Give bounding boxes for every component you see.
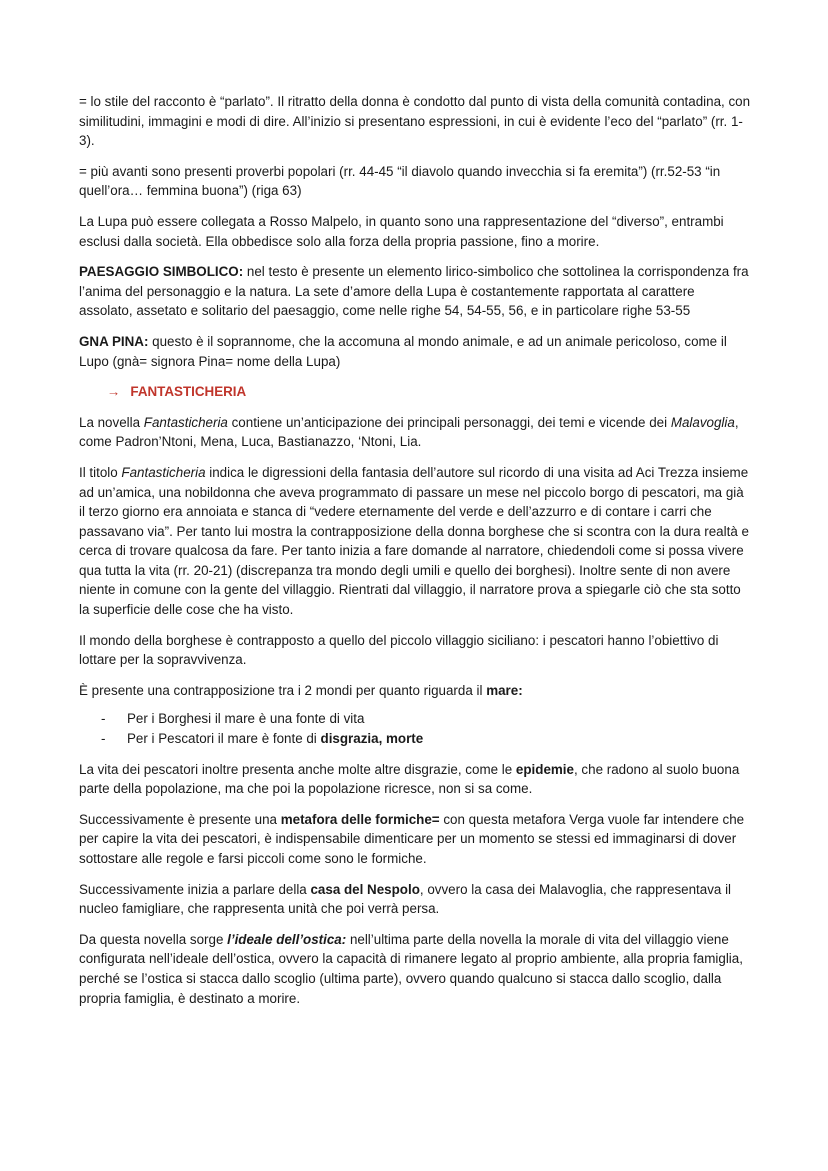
text-segment: , come Padron’Ntoni, Mena, Luca, Bastianazzo, ‘Ntoni, Lia. <box>79 414 739 450</box>
text-segment: contiene un’anticipazione dei principali personaggi, dei temi e vicende dei <box>227 414 671 430</box>
paragraph-proverbi: = più avanti sono presenti proverbi popolari (rr. 44-45 “il diavolo quando invecchia si fa eremita”) (rr.52-53 “in quell’ora… femmina buona”) (riga 63) <box>79 163 721 199</box>
list-mare <box>79 709 751 748</box>
list-item <box>79 729 751 749</box>
text-segment: Da questa novella sorge <box>79 931 228 947</box>
paragraph-nespolo <box>79 880 751 919</box>
bold-nespolo: casa del Nespolo <box>310 881 420 897</box>
bold-italic-ostica: l’ideale dell’ostica: <box>227 931 347 947</box>
paragraph-parlato: = lo stile del racconto è “parlato”. Il ritratto della donna è condotto dal punto di vista della comunità contadina, con similitudini, immagini e modi di dire. All’inizio si presentano espressioni, in cui è evidente l’eco del “parlato” (rr. 1-3). <box>79 94 751 149</box>
text-segment: La vita dei pescatori inoltre presenta anche molte altre disgrazie, come le <box>79 761 516 777</box>
paragraph-contrapposizione <box>79 681 751 701</box>
paragraph-ostica <box>79 930 751 1008</box>
title-fantasticheria: Fantasticheria <box>121 464 206 480</box>
paragraph-mondo-borghese: Il mondo della borghese è contrapposto a quello del piccolo villaggio siciliano: i pescatori hanno l’obiettivo di lottare per la sopravvivenza. <box>79 632 719 668</box>
bold-epidemie: epidemie <box>515 761 574 777</box>
paragraph-formiche <box>79 810 751 869</box>
paragraph-epidemie <box>79 760 751 799</box>
arrow-right-icon: → <box>107 384 121 400</box>
document-page <box>79 92 751 1019</box>
paragraph-gna-pina <box>79 332 751 371</box>
label-paesaggio: PAESAGGIO SIMBOLICO: <box>79 264 244 280</box>
title-malavoglia: Malavoglia <box>670 414 735 430</box>
text-segment: Successivamente inizia a parlare della <box>79 881 311 897</box>
paragraph-anticipazione <box>79 413 751 452</box>
list-item-text: Per i Pescatori il mare è fonte di <box>127 731 321 747</box>
section-heading <box>107 382 751 402</box>
dash-bullet: - <box>101 711 106 727</box>
list-item-text: Per i Borghesi il mare è una fonte di vita <box>127 711 365 727</box>
dash-bullet: - <box>101 731 106 747</box>
label-gna-pina: GNA PINA: <box>79 333 149 349</box>
section-heading-text: FANTASTICHERIA <box>130 384 247 400</box>
text-segment: Successivamente è presente una <box>79 811 281 827</box>
bold-disgrazia: disgrazia, morte <box>320 731 424 747</box>
paragraph-rosso-malpelo: La Lupa può essere collegata a Rosso Malpelo, in quanto sono una rappresentazione del “diverso”, entrambi esclusi dalla società. Ella obbedisce solo alla forza della propria passione, fino a morire. <box>79 213 724 249</box>
list-item <box>79 709 751 729</box>
text-segment: indica le digressioni della fantasia dell’autore sul ricordo di una visita ad Aci Trezza insieme ad un’amica, una nobildonna che aveva programmato di passare un mese nel piccolo borgo di pescatori, ma già il terzo giorno era annoiata e stanca di “vedere eternamente del verde e dell’azzurro e di contare i carri che passavano via”. Per tanto lui mostra la contrapposizione della donna borghese che si scontra con la dura realtà e cerca di trovare qualcosa da fare. Per tanto inizia a fare domande al narratore, chiedendoli come si possa vivere qua tutta la vita (rr. 20-21) (discrepanza tra mondo degli umili e quello dei borghesi). Inoltre sente di non avere niente in comune con la gente del villaggio. Rientrati dal villaggio, il narratore prova a spiegarle ciò che sta sotto la superficie delle cose che ha visto. <box>79 464 749 618</box>
text-paesaggio: nel testo è presente un elemento lirico-simbolico che sottolinea la corrispondenza fra l’anima del personaggio e la natura. La sete d’amore della Lupa è costantemente rapportata al carattere assolato, assetato e solitario del paesaggio, come nelle righe 54, 54-55, 56, e in particolare righe 53-55 <box>79 264 749 319</box>
text-gna-pina: questo è il soprannome, che la accomuna al mondo animale, e ad un animale pericoloso, come il Lupo (gnà= signora Pina= nome della Lupa) <box>79 333 727 369</box>
text-segment: La novella <box>79 414 144 430</box>
text-segment: , ovvero la casa dei Malavoglia, che rappresentava il nucleo famigliare, che rappresenta unità che poi verrà persa. <box>79 881 732 917</box>
text-segment: Il titolo <box>79 464 122 480</box>
text-segment: con questa metafora Verga vuole far intendere che per capire la vita dei pescatori, è indispensabile dimenticare per un momento se stessi ed immaginarsi di dover sottostare alle regole e farsi piccoli come sono le formiche. <box>79 811 745 866</box>
text-segment: È presente una contrapposizione tra i 2 mondi per quanto riguarda il <box>79 682 487 698</box>
bold-formiche: metafora delle formiche= <box>280 811 440 827</box>
paragraph-paesaggio-simbolico <box>79 262 751 321</box>
text-segment: nell’ultima parte della novella la morale di vita del villaggio viene configurata nell’ideale dell’ostica, ovvero la capacità di rimanere legato al proprio ambiente, alla propria famiglia, perché se l’ostica si stacca dallo scoglio (ultima parte), ovvero quando qualcuno si stacca dallo scoglio, dalla propria famiglia, è destinato a morire. <box>79 931 743 1006</box>
text-segment: , che radono al suolo buona parte della popolazione, ma che poi la popolazione ricresce, non si sa come. <box>79 761 740 797</box>
paragraph-titolo <box>79 463 751 620</box>
title-fantasticheria: Fantasticheria <box>143 414 228 430</box>
bold-mare: mare: <box>486 682 523 698</box>
